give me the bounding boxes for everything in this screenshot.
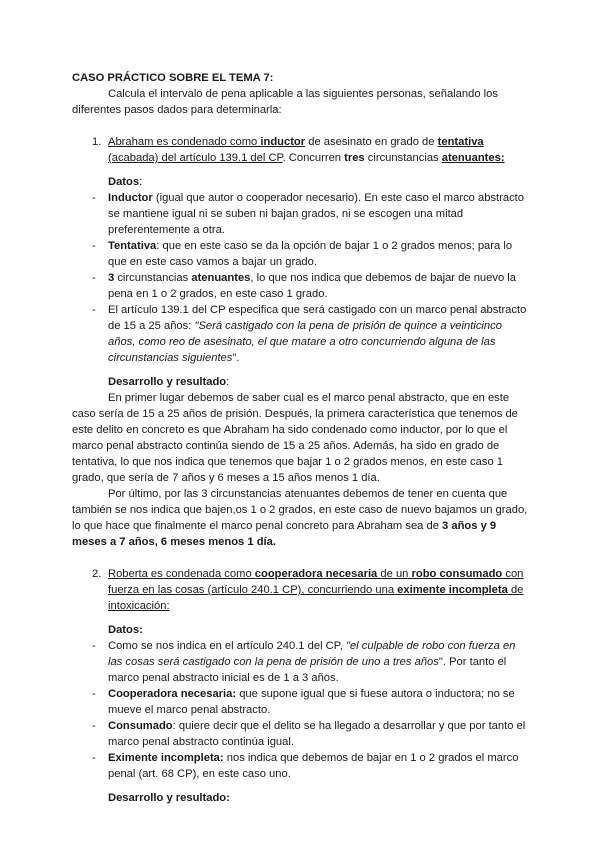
case-2-h2c: de [507,584,524,596]
case-2-d1a: Como se nos indica en el artículo 240.1 del CP, [108,640,346,652]
case-1-h1a: Abraham es condenado como [108,136,261,148]
case-1-d3c: atenuantes [191,272,251,284]
case-2-dato-2-line-1 [108,686,515,702]
case-1-dato-1-line-3: preferentemente a otra. [108,224,225,236]
case-2-dato-1-line-1 [108,638,515,654]
case-2-dato-1-line-3: marco penal abstracto inicial es de 1 a 3 años. [108,672,339,684]
bullet-dash: - [92,688,96,700]
case-1-d2a: Tentativa [108,240,157,252]
case-2-h2b: eximente incompleta [397,584,508,596]
case-2-dato-3-line-2: marco penal abstracto continúa igual. [108,736,294,748]
case-1-dato-4-line-2 [108,318,502,334]
case-1-dato-4-line-4 [108,350,239,366]
case-1-d4l4b: ". [232,352,240,364]
case-1-h1d: tentativa [437,136,484,148]
case-1-heading-line-2 [108,150,505,166]
case-1-datos-colon: : [139,176,143,188]
case-2-dato-4-line-1 [108,750,518,766]
case-2-heading-line-3: intoxicación: [108,600,170,612]
case-2-d1l2a: las cosas será castigado con la pena de prisión de uno a tres años [108,656,439,668]
case-1-h2d: circunstancias [364,152,442,164]
case-2-heading-line-2 [108,582,523,598]
case-1-p2l3a: lo que hace que finalmente el marco penal concreto para Abraham sea de [72,520,443,532]
case-2-heading-line-1 [108,566,523,582]
case-1-para-2-line: también se nos indica que bajen,os 1 o 2 grados, en este caso de nuevo bajamos un grado, [72,504,528,516]
case-1-p2l3b: 3 años y 9 [442,520,497,532]
case-1-des-title: Desarrollo y resultado [108,376,227,388]
case-1-dato-2-line-2: que en este caso vamos a bajar un grado. [108,256,317,268]
case-1-number: 1. [92,136,102,148]
case-1-h2b: . Concurren [282,152,345,164]
case-1-dato-3-line-2: pena en 1 o 2 grados, en este caso 1 grado. [108,288,328,300]
case-2-h1b: cooperadora necesaria [254,568,378,580]
case-2-d3a: Consumado [108,720,173,732]
case-2-d1l2b: ". Por tanto el [438,656,507,668]
bullet-dash: - [92,752,96,764]
case-1-para-2-line: Por último, por las 3 circunstancias atenuantes debemos de tener en cuenta que [108,488,508,500]
case-2-dato-1-line-2 [108,654,506,670]
case-1-desarrollo-heading [108,374,229,390]
page-title: CASO PRÁCTICO SOBRE EL TEMA 7: [72,72,274,84]
case-1-datos-heading [108,174,142,190]
case-2-number: 2. [92,568,102,580]
bullet-dash: - [92,304,96,316]
intro-line-2: diferentes pasos dados para determinarla: [72,104,282,116]
case-1-para-1-line: marco penal abstracto continúa siendo de 15 a 25 años. Además, ha sido en grado de [72,440,500,452]
case-1-para-1-line: En primer lugar debemos de saber cual es el marco penal abstracto, que en este [108,392,510,404]
case-2-h1d: robo consumado [411,568,503,580]
bullet-dash: - [92,272,96,284]
case-2-d3b: : quiere decir que el delito se ha llegado a desarrollar y que por tanto el [172,720,526,732]
case-2-h2a: fuerza en las cosas (artículo 240.1 CP), concurriendo una [108,584,398,596]
case-1-para-1-line: tentativa, lo que nos indica que tenemos que bajar 1 o 2 grados menos, en este caso 1 [72,456,504,468]
case-1-d4l2a: de 15 a 25 años: [108,320,195,332]
case-1-para-1-line: este delito en concreto es que Abraham ha sido condenado como inductor, por lo que el [72,424,508,436]
case-1-h1c: de asesinato en grado de [305,136,438,148]
bullet-dash: - [92,640,96,652]
case-2-h1a: Roberta es condenada como [108,568,255,580]
case-2-desarrollo-heading: Desarrollo y resultado: [108,792,230,804]
case-1-d4l2b: "Será castigado con la pena de prisión de quince a veinticinco [194,320,502,332]
case-2-dato-4-line-2: penal (art. 68 CP), en este caso uno. [108,768,291,780]
case-1-d1b: (igual que autor o cooperador necesario). En este caso el marco abstracto [152,192,525,204]
case-2-d4b: nos indica que debemos de bajar en 1 o 2 grados el marco [223,752,519,764]
case-1-h2c: tres [344,152,365,164]
bullet-dash: - [92,192,96,204]
case-1-des-colon: : [226,376,230,388]
case-1-para-1-line: caso sería de 15 a 25 años de prisión. Después, la primera característica que tenemos de [72,408,518,420]
case-2-d1b: "el culpable de robo con fuerza en [345,640,516,652]
bullet-dash: - [92,720,96,732]
case-2-d2a: Cooperadora necesaria: [108,688,237,700]
case-1-h2e: atenuantes: [441,152,505,164]
case-2-dato-3-line-1 [108,718,525,734]
case-2-h1e: con [502,568,524,580]
case-1-d3a: 3 [108,272,115,284]
case-1-datos-label: Datos [108,176,140,188]
case-1-para-2-line-3 [72,518,496,534]
case-1-dato-3-line-1 [108,270,516,286]
bullet-dash: - [92,240,96,252]
case-1-heading-line-1 [108,134,484,150]
case-1-dato-1-line-1 [108,190,524,206]
intro-line-1: Calcula el intervalo de pena aplicable a las siguientes personas, señalando los [108,88,498,100]
case-2-h1c: de un [377,568,412,580]
case-1-para-1-line: grado, que sería de 7 años y 6 meses a 15 años menos 1 día. [72,472,380,484]
case-1-dato-2-line-1 [108,238,512,254]
case-2-datos-heading: Datos: [108,624,143,636]
case-1-d3b: circunstancias [114,272,192,284]
case-1-dato-1-line-2: se mantiene igual ni se suben ni bajan grados, ni se escogen una mitad [108,208,464,220]
case-1-result-line: meses a 7 años, 6 meses menos 1 día. [72,536,276,548]
case-2-d2b: que supone igual que si fuese autora o inductora; no se [236,688,515,700]
case-1-d1a: Inductor [108,192,153,204]
case-1-h1b: inductor [260,136,306,148]
case-1-d2b: : que en este caso se da la opción de bajar 1 o 2 grados menos; para lo [156,240,513,252]
case-1-dato-4-line-3: años, como reo de asesinato, el que matare a otro concurriendo alguna de las [108,336,496,348]
case-2-dato-2-line-2: mueve el marco penal abstracto. [108,704,271,716]
case-1-h2a: (acabada) del artículo 139.1 del CP [108,152,283,164]
case-1-d4l4a: circunstancias siguientes [108,352,233,364]
case-1-d3d: , lo que nos indica que debemos de bajar de nuevo la [250,272,516,284]
case-2-d4a: Eximente incompleta: [108,752,224,764]
case-1-dato-4-line-1: El artículo 139.1 del CP especifica que será castigado con un marco penal abstracto [108,304,527,316]
